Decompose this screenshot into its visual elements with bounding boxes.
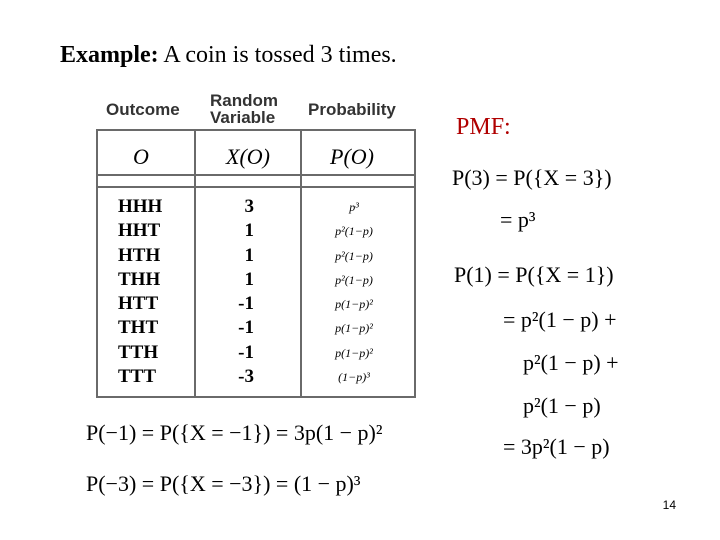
header-random: Random — [210, 91, 278, 110]
probability-column — [318, 195, 390, 389]
table-cell-outcome: THH — [118, 268, 161, 290]
pmf-pminus3: P(−3) = P({X = −3}) = (1 − p)³ — [86, 471, 361, 496]
table-col-divider-1 — [194, 129, 196, 398]
table-cell-outcome: TTT — [118, 366, 157, 388]
outcome-column — [118, 195, 162, 389]
header-probability: Probability — [308, 100, 396, 119]
table-row-divider — [96, 174, 416, 176]
table-cell-prob: p²(1−p) — [335, 224, 373, 239]
table-cell-rv: -1 — [238, 317, 254, 339]
table-col-divider-2 — [300, 129, 302, 398]
table-cell-prob: p(1−p)² — [335, 297, 373, 312]
table-cell-outcome: HTH — [118, 244, 161, 266]
table-cell-outcome: THT — [118, 317, 159, 339]
pmf-pminus1: P(−1) = P({X = −1}) = 3p(1 − p)² — [86, 420, 383, 445]
table-cell-rv: -1 — [238, 341, 254, 363]
table-cell-rv: 1 — [244, 244, 254, 266]
pmf-label: PMF: — [456, 114, 511, 140]
table-cell-rv: 1 — [244, 220, 254, 242]
symbol-rv: X(O) — [226, 144, 270, 169]
table-cell-outcome: HTT — [118, 293, 159, 315]
table-cell-rv: 1 — [244, 268, 254, 290]
rv-column — [230, 195, 254, 389]
pmf-p1-line5: = 3p²(1 − p) — [503, 434, 610, 459]
table-cell-prob: p²(1−p) — [335, 272, 373, 287]
table-cell-prob: p²(1−p) — [335, 248, 373, 263]
table-cell-prob: p³ — [349, 200, 359, 214]
table-cell-rv: -1 — [238, 293, 254, 315]
title-prefix: Example: — [60, 42, 159, 68]
pmf-p1-line1: P(1) = P({X = 1}) — [454, 262, 614, 287]
table-cell-prob: p(1−p)² — [335, 321, 373, 336]
table-cell-rv: -3 — [238, 366, 254, 388]
header-outcome: Outcome — [106, 100, 180, 119]
header-variable: Variable — [210, 108, 276, 127]
table-cell-prob: p(1−p)² — [335, 345, 373, 360]
table-cell-rv: 3 — [244, 196, 254, 217]
pmf-p1-line3: p²(1 − p) + — [523, 350, 619, 375]
pmf-p1-line4: p²(1 − p) — [523, 393, 601, 418]
pmf-p3-line1: P(3) = P({X = 3}) — [452, 165, 612, 190]
symbol-prob: P(O) — [330, 144, 374, 169]
slide-title — [60, 42, 397, 69]
table-cell-outcome: HHT — [118, 220, 161, 242]
table-cell-outcome: TTH — [118, 341, 159, 363]
page-number: 14 — [662, 498, 676, 512]
pmf-p1-line2: = p²(1 − p) + — [503, 307, 617, 332]
symbol-outcome: O — [133, 144, 149, 169]
table-cell-prob: (1−p)³ — [338, 370, 370, 385]
title-text: A coin is tossed 3 times. — [158, 42, 397, 68]
table-cell-outcome: HHH — [118, 196, 163, 217]
pmf-p3-line2: = p³ — [500, 207, 536, 232]
table-row-divider — [96, 186, 416, 188]
